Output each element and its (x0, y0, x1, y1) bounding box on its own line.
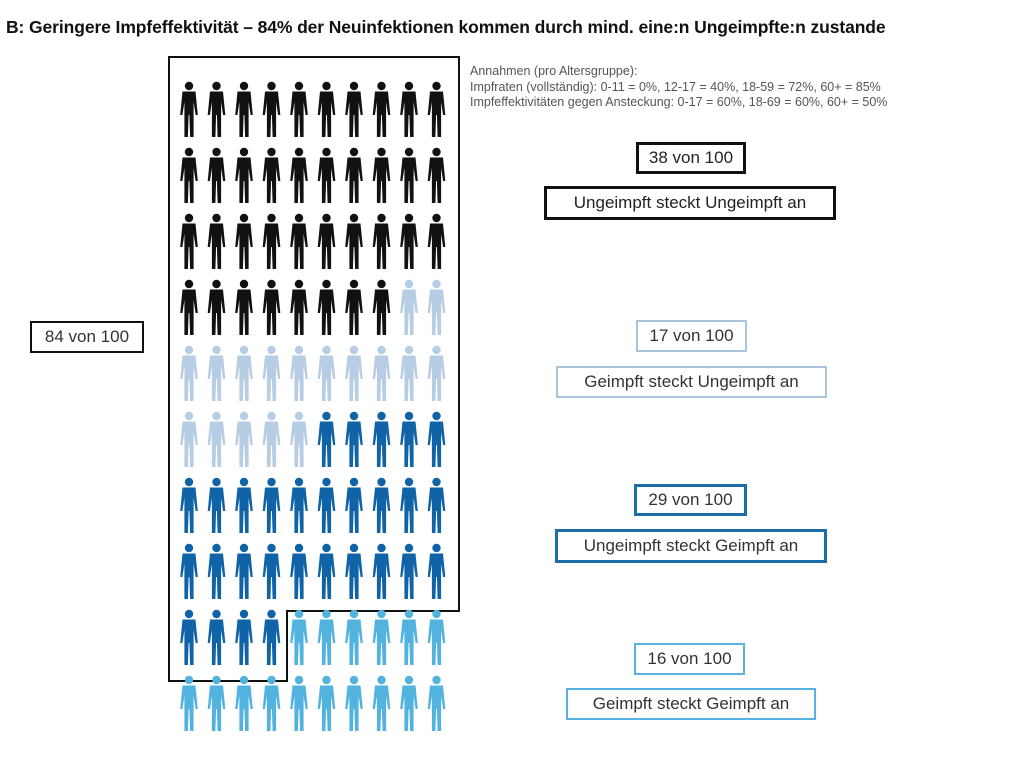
person-icon (345, 280, 363, 335)
person-icon (208, 544, 226, 599)
person-icon (290, 412, 308, 467)
person-icon (345, 544, 363, 599)
person-icon (400, 610, 418, 665)
person-icon (318, 610, 336, 665)
person-icon (400, 544, 418, 599)
person-icon (400, 478, 418, 533)
person-icon (208, 676, 226, 731)
person-icon (180, 148, 198, 203)
person-icon (180, 478, 198, 533)
person-icon (263, 82, 281, 137)
person-icon (290, 82, 308, 137)
person-icon (263, 280, 281, 335)
person-icon (400, 280, 418, 335)
unvax-to-vax-label: Ungeimpft steckt Geimpft an (555, 529, 827, 563)
person-icon (208, 214, 226, 269)
person-icon (428, 346, 446, 401)
person-icon (428, 544, 446, 599)
person-icon (263, 676, 281, 731)
person-icon (180, 82, 198, 137)
person-icon (290, 478, 308, 533)
person-icon (180, 610, 198, 665)
vax-to-unvax-count: 17 von 100 (636, 320, 747, 352)
person-icon (290, 346, 308, 401)
unvax-to-unvax-label: Ungeimpft steckt Ungeimpft an (544, 186, 836, 220)
person-icon (428, 82, 446, 137)
assumptions-vaccination-rates: Impfraten (vollständig): 0-11 = 0%, 12-17 = 40%, 18-59 = 72%, 60+ = 85% (470, 79, 881, 94)
person-icon (373, 478, 391, 533)
person-icon (180, 346, 198, 401)
person-icon (263, 148, 281, 203)
person-icon (345, 478, 363, 533)
person-icon (235, 82, 253, 137)
person-icon (400, 214, 418, 269)
person-icon (400, 148, 418, 203)
person-icon (345, 676, 363, 731)
person-icon (263, 346, 281, 401)
person-icon (345, 346, 363, 401)
person-icon (235, 280, 253, 335)
person-icon (290, 544, 308, 599)
total-count-box: 84 von 100 (30, 321, 144, 353)
person-icon (345, 412, 363, 467)
person-icon (180, 280, 198, 335)
assumptions-vaccine-effectiveness: Impfeffektivitäten gegen Ansteckung: 0-17 = 60%, 18-69 = 60%, 60+ = 50% (470, 95, 888, 109)
person-icon (345, 610, 363, 665)
person-icon (345, 148, 363, 203)
person-icon (318, 544, 336, 599)
person-icon (428, 412, 446, 467)
person-icon (373, 346, 391, 401)
person-icon (180, 676, 198, 731)
person-icon (290, 214, 308, 269)
person-icon (373, 82, 391, 137)
person-icon (235, 214, 253, 269)
person-icon (318, 280, 336, 335)
person-icon (235, 676, 253, 731)
person-icon (400, 346, 418, 401)
person-icon (400, 82, 418, 137)
person-icon (290, 148, 308, 203)
person-icon (318, 412, 336, 467)
person-icon (373, 544, 391, 599)
person-icon (318, 82, 336, 137)
person-icon (235, 346, 253, 401)
vax-to-vax-label: Geimpft steckt Geimpft an (566, 688, 816, 720)
person-icon (290, 610, 308, 665)
person-icon (373, 148, 391, 203)
person-icon (235, 148, 253, 203)
vax-to-vax-count: 16 von 100 (634, 643, 745, 675)
person-icon (208, 610, 226, 665)
person-icon (373, 214, 391, 269)
unvax-to-vax-count: 29 von 100 (634, 484, 747, 516)
person-icon (235, 544, 253, 599)
unvax-to-unvax-count: 38 von 100 (636, 142, 746, 174)
person-icon (345, 82, 363, 137)
person-icon (208, 346, 226, 401)
person-icon (180, 544, 198, 599)
vax-to-unvax-label: Geimpft steckt Ungeimpft an (556, 366, 827, 398)
person-icon (208, 478, 226, 533)
person-icon (208, 412, 226, 467)
person-icon (263, 412, 281, 467)
person-icon (428, 280, 446, 335)
person-icon (373, 280, 391, 335)
person-icon (428, 214, 446, 269)
person-icon (180, 214, 198, 269)
person-icon (235, 610, 253, 665)
person-icon (373, 610, 391, 665)
person-icon (208, 82, 226, 137)
person-icon (235, 478, 253, 533)
person-icon (318, 676, 336, 731)
person-icon (373, 676, 391, 731)
person-icon (263, 610, 281, 665)
person-icon (318, 346, 336, 401)
person-icon (180, 412, 198, 467)
person-icon (208, 280, 226, 335)
person-icon (263, 214, 281, 269)
person-icon (428, 676, 446, 731)
person-icon (318, 214, 336, 269)
person-icon (318, 148, 336, 203)
person-icon (263, 544, 281, 599)
person-icon (263, 478, 281, 533)
person-icon (373, 412, 391, 467)
person-icon (428, 478, 446, 533)
person-icon (428, 610, 446, 665)
person-icon (428, 148, 446, 203)
person-icon (318, 478, 336, 533)
person-icon (345, 214, 363, 269)
assumptions-heading: Annahmen (pro Altersgruppe): (470, 64, 638, 78)
person-icon (290, 280, 308, 335)
person-icon (290, 676, 308, 731)
person-icon (400, 412, 418, 467)
person-icon (208, 148, 226, 203)
person-icon (235, 412, 253, 467)
person-icon (400, 676, 418, 731)
chart-title: B: Geringere Impfeffektivität – 84% der Neuinfektionen kommen durch mind. eine:n Ungeimpfte:n zustande (6, 17, 886, 37)
